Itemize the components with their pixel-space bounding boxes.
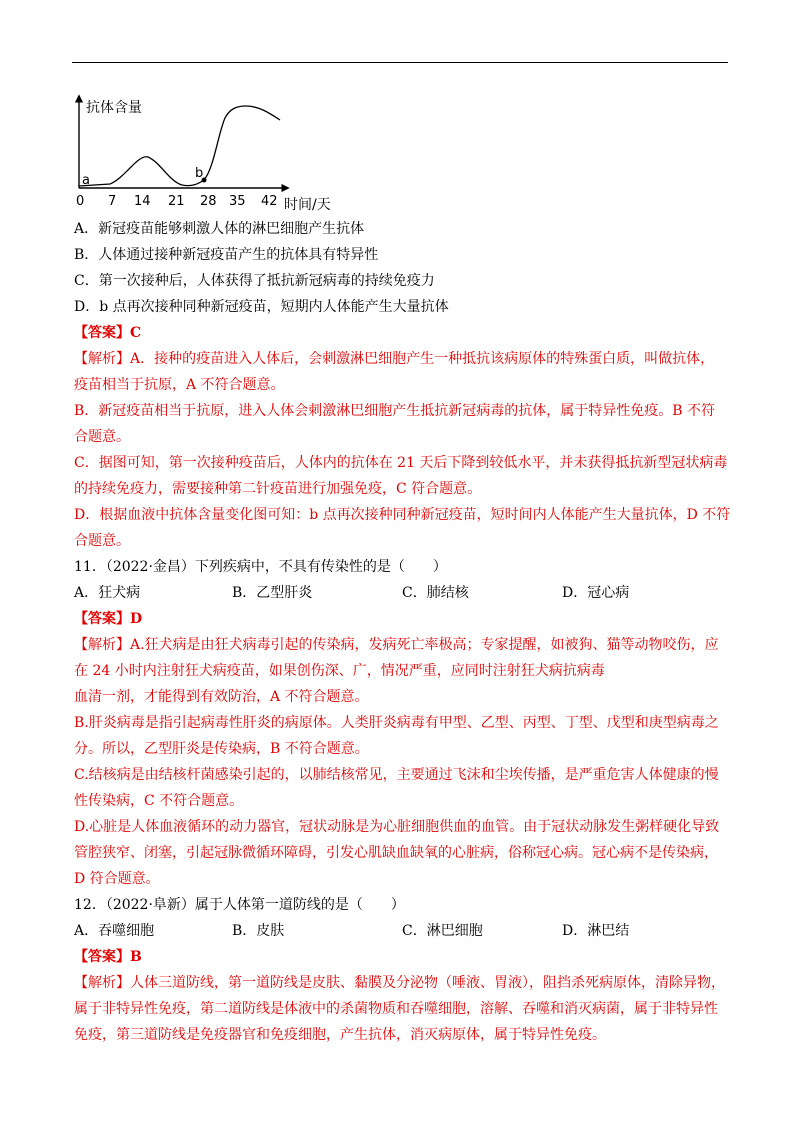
q11-option-c: C．肺结核 — [402, 585, 469, 601]
q12-stem: 12．（2022·阜新）属于人体第一道防线的是（ ） — [74, 897, 405, 913]
q10-analysis-line: D．根据血液中抗体含量变化图可知：b 点再次接种同种新冠疫苗，短时间内人体能产生大量抗体，D 不符 — [74, 507, 731, 523]
q10-option-c: C．第一次接种后，人体获得了抵抗新冠病毒的持续免疫力 — [74, 273, 435, 289]
q11-analysis-line: B.肝炎病毒是指引起病毒性肝炎的病原体。人类肝炎病毒有甲型、乙型、丙型、丁型、戊型和庚型病毒之 — [74, 715, 719, 731]
q11-analysis-line: C.结核病是由结核杆菌感染引起的，以肺结核常见，主要通过飞沫和尘埃传播，是严重危害人体健康的慢 — [74, 767, 719, 783]
q12-option-b: B．皮肤 — [232, 923, 285, 939]
q11-analysis-line: 管腔狭窄、闭塞，引起冠脉微循环障碍，引发心肌缺血缺氧的心脏病，俗称冠心病。冠心病不是传染病， — [74, 845, 718, 861]
q11-analysis-line: 性传染病，C 不符合题意。 — [74, 793, 244, 809]
q10-analysis-line: 【解析】A．接种的疫苗进入人体后，会刺激淋巴细胞产生一种抵抗该病原体的特殊蛋白质，叫做抗体， — [74, 351, 715, 367]
header-rule — [72, 62, 728, 63]
q12-analysis-line: 属于非特异性免疫，第二道防线是体液中的杀菌物质和吞噬细胞，溶解、吞噬和消灭病菌，属于非特异性 — [74, 1001, 718, 1017]
q11-analysis-line: 血清一剂，才能得到有效防治，A 不符合题意。 — [74, 689, 369, 705]
q11-analysis-line: D.心脏是人体血液循环的动力器官，冠状动脉是为心脏细胞供血的血管。由于冠状动脉发生粥样硬化导致 — [74, 819, 720, 835]
q12-option-c: C．淋巴细胞 — [402, 923, 483, 939]
q11-option-d: D．冠心病 — [562, 585, 630, 601]
x-tick: 35 — [229, 194, 246, 209]
q11-option-b: B．乙型肝炎 — [232, 585, 313, 601]
q12-analysis-line: 免疫，第三道防线是免疫器官和免疫细胞，产生抗体，消灭病原体，属于特异性免疫。 — [74, 1027, 606, 1043]
x-tick: 42 — [261, 194, 278, 209]
q12-option-a: A．吞噬细胞 — [74, 923, 155, 939]
q11-analysis-line: 【解析】A.狂犬病是由狂犬病毒引起的传染病，发病死亡率极高；专家提醒，如被狗、猫等动物咬伤，应 — [74, 637, 719, 653]
x-tick: 28 — [200, 194, 217, 209]
q11-analysis-line: 分。所以，乙型肝炎是传染病，B 不符合题意。 — [74, 741, 369, 757]
q11-answer: 【答案】D — [74, 611, 143, 627]
q10-analysis-line: 疫苗相当于抗原，A 不符合题意。 — [74, 377, 285, 393]
antibody-curve-figure — [70, 92, 350, 217]
q10-analysis-line: 的持续免疫力，需要接种第二针疫苗进行加强免疫，C 符合题意。 — [74, 481, 482, 497]
q11-analysis-line: D 符合题意。 — [74, 871, 160, 887]
point-a-label: a — [82, 173, 90, 188]
q10-option-d: D．b 点再次接种同种新冠疫苗，短期内人体能产生大量抗体 — [74, 299, 449, 315]
q10-analysis-line: 合题意。 — [74, 429, 130, 445]
q12-option-d: D．淋巴结 — [562, 923, 630, 939]
q10-analysis-line: C．据图可知，第一次接种疫苗后，人体内的抗体在 21 天后下降到较低水平，并未获得抵抗新型冠状病毒 — [74, 455, 728, 471]
antibody-curve — [79, 106, 280, 186]
point-b-label: b — [195, 166, 204, 181]
y-axis-label: 抗体含量 — [86, 100, 142, 116]
x-tick: 0 — [76, 194, 85, 209]
x-tick: 7 — [108, 194, 117, 209]
q12-analysis-line: 【解析】人体三道防线，第一道防线是皮肤、黏膜及分泌物（唾液、胃液），阻挡杀死病原体，清除异物， — [74, 975, 725, 991]
q10-analysis-line: 合题意。 — [74, 533, 130, 549]
q10-analysis-line: B．新冠疫苗相当于抗原，进入人体会刺激淋巴细胞产生抵抗新冠病毒的抗体，属于特异性免疫。B 不符 — [74, 403, 716, 419]
q10-answer: 【答案】C — [74, 325, 142, 341]
q10-option-b: B．人体通过接种新冠疫苗产生的抗体具有特异性 — [74, 247, 379, 263]
q11-stem: 11．（2022·金昌）下列疾病中，不具有传染性的是（ ） — [74, 559, 447, 575]
x-tick: 21 — [168, 194, 185, 209]
q10-option-a: A．新冠疫苗能够刺激人体的淋巴细胞产生抗体 — [74, 221, 365, 237]
x-tick-labels — [76, 194, 278, 209]
q11-option-a: A．狂犬病 — [74, 585, 141, 601]
x-tick: 14 — [134, 194, 151, 209]
x-axis-label: 时间/天 — [284, 197, 331, 213]
q11-analysis-line: 在 24 小时内注射狂犬病疫苗，如果创伤深、广，情况严重，应同时注射狂犬病抗病毒 — [74, 663, 605, 679]
q12-answer: 【答案】B — [74, 949, 142, 965]
